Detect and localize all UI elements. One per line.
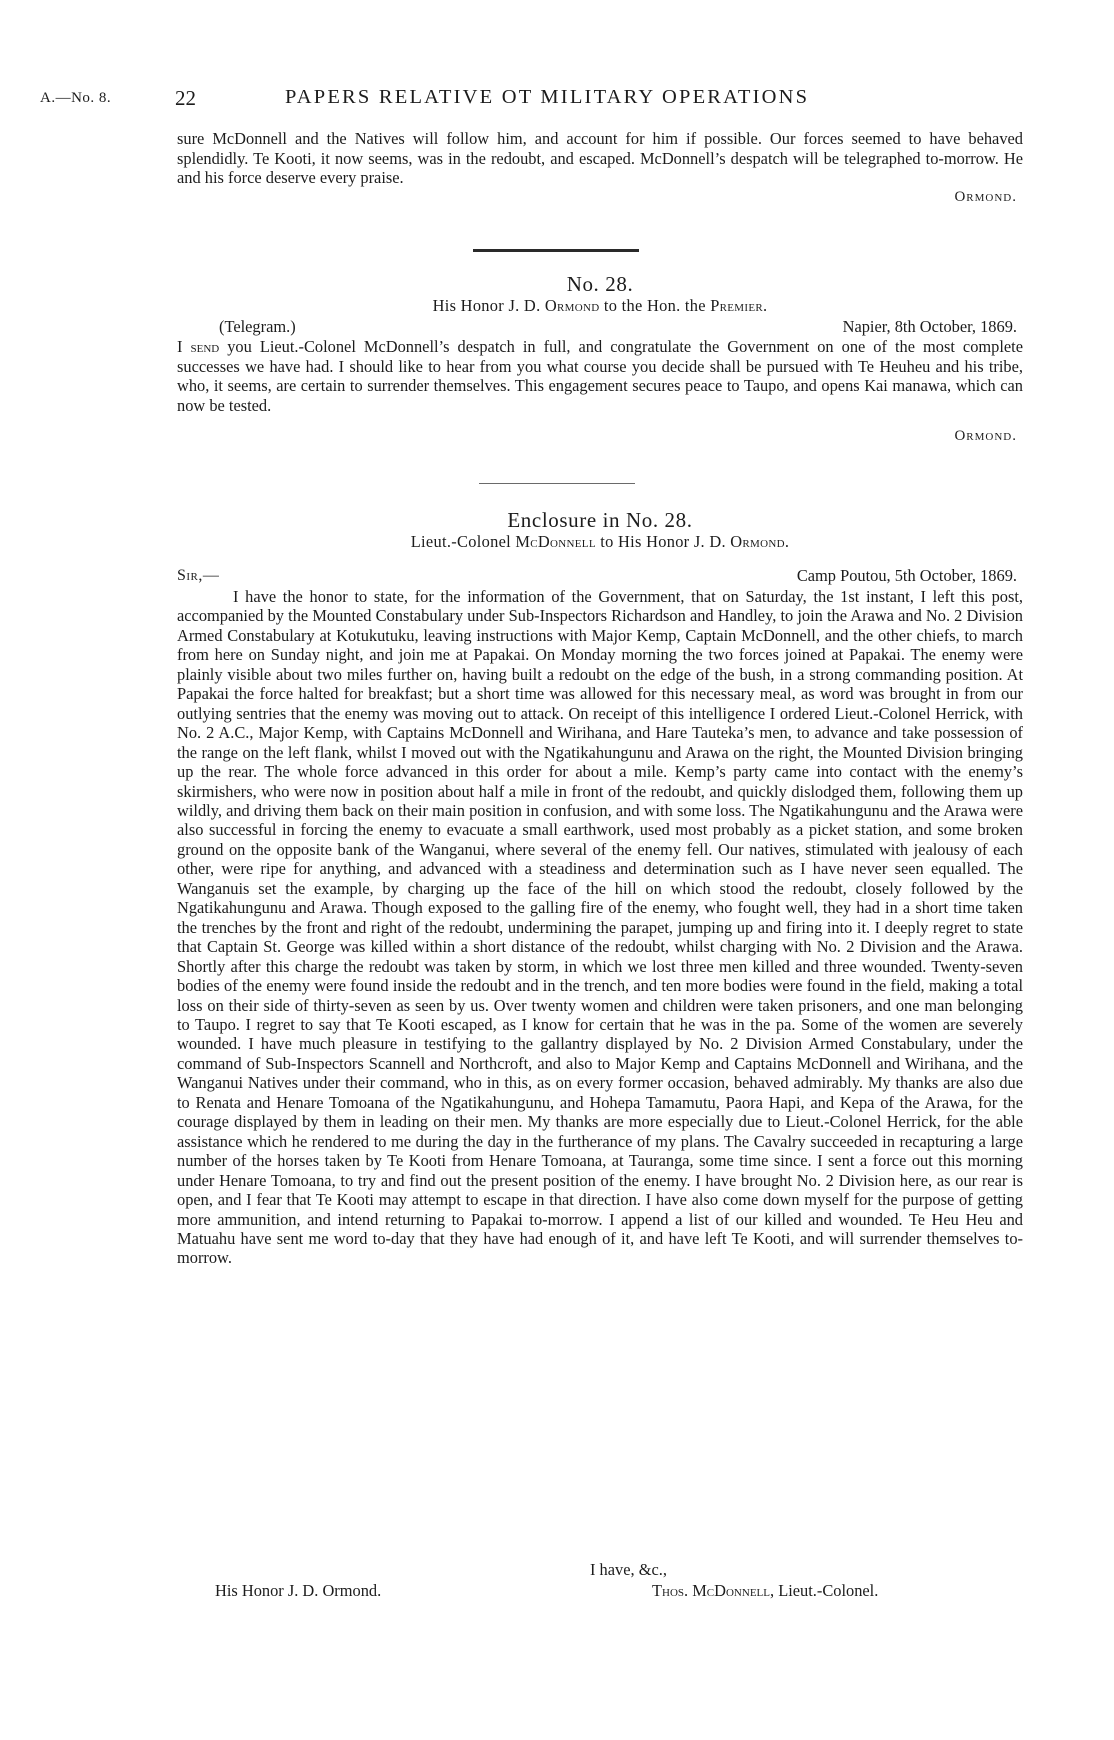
- no28-subtitle: His Honor J. D. Ormond to the Hon. the Premier.: [432, 296, 768, 315]
- document-reference: A.—No. 8.: [40, 90, 112, 106]
- no28-channel: (Telegram.): [219, 317, 296, 336]
- enclosure-salutation: Sir,—: [177, 567, 220, 584]
- enclosure-title: Enclosure in No. 28.: [507, 508, 693, 532]
- no28-body-block: [177, 337, 1023, 447]
- running-header: [40, 86, 1000, 116]
- no28-dateline: [177, 317, 1023, 337]
- continued-text-block: [177, 129, 1023, 207]
- enclosure-separator-rule: [479, 483, 635, 484]
- page-number: 22: [175, 86, 196, 110]
- enclosure-dateline: [177, 566, 1023, 586]
- enclosure-place-date: Camp Poutou, 5th October, 1869.: [796, 566, 1017, 585]
- continued-signature: Ormond.: [954, 188, 1017, 205]
- no28-place-date: Napier, 8th October, 1869.: [842, 317, 1017, 336]
- running-title: PAPERS RELATIVE OT MILITARY OPERATIONS: [285, 86, 810, 108]
- enclosure-closing: I have, &c.,: [590, 1560, 667, 1579]
- no28-body: I send you Lieut.-Colonel McDonnell’s despatch in full, and congratulate the Government on one of the most complete successes we have had. I should like to hear from you what course you decide shall be pursued with Te Heuheu and his tribe, who, it seems, are certain to surrender themselves. This engagement secures peace to Taupo, and opens Kai manawa, which can now be tested.: [177, 337, 1023, 415]
- no28-heading: [177, 272, 1023, 316]
- continued-paragraph: sure McDonnell and the Natives will follow him, and account for him if possible. Our forces seemed to have behaved splendidly. Te Kooti, it now seems, was in the redoubt, and escaped. McDonnell’s despatch will be telegraphed to-morrow. He and his force deserve every praise.: [177, 129, 1023, 188]
- enclosure-addressee: His Honor J. D. Ormond.: [215, 1581, 382, 1600]
- no28-signature: Ormond.: [954, 428, 1017, 445]
- enclosure-signer: Thos. McDonnell, Lieut.-Colonel.: [652, 1581, 879, 1600]
- enclosure-body-block: [177, 587, 1023, 1268]
- enclosure-heading: [177, 508, 1023, 552]
- no28-opening-word: I send: [177, 337, 220, 356]
- no28-number: No. 28.: [566, 272, 634, 296]
- enclosure-subtitle: Lieut.-Colonel McDonnell to His Honor J. D. Ormond.: [410, 532, 790, 551]
- enclosure-body: I have the honor to state, for the information of the Government, that on Saturday, the 1st instant, I left this post, accompanied by the Mounted Constabulary under Sub-Inspectors Richardson and Handley, to join the Arawa and No. 2 Division Armed Constabulary at Kotukutuku, leaving instructions with Major Kemp, Captain McDonnell, and the other chiefs, to march from here on Sunday night, and join me at Papakai. On Monday morning the two forces joined at Papakai. The enemy were plainly visible about two miles further on, having built a redoubt on the edge of the bush, in a strong commanding position. At Papakai the force halted for breakfast; but a short time was allowed for this necessary meal, as word was brought in from our outlying sentries that the enemy was moving out to attack. On receipt of this intelligence I ordered Lieut.-Colonel Herrick, with No. 2 A.C., Major Kemp, with Captains McDonnell and Wirihana, and Hare Tauteka’s men, to advance and take possession of the range on the left flank, whilst I moved out with the Ngatikahungunu and Arawa on the right, the Mounted Division bringing up the rear. The whole force advanced in this order for about a mile. Kemp’s party came into contact with the enemy’s skirmishers, who were now in position about half a mile in front of the redoubt, and quickly dislodged them, following them up wildly, and driving them back on their main position in confusion, and with some loss. The Ngatikahungunu and the Arawa were also successful in forcing the enemy to evacuate a small earthwork, used most probably as a picket station, and some broken ground on the opposite bank of the Wanganui, where several of the enemy fell. Our natives, stimulated with jealousy of each other, were ripe for anything, and advanced with a steadiness and determination such as I have never seen equalled. The Wanganuis set the example, by charging up the face of the hill on which stood the redoubt, closely followed by the Ngatikahungunu and Arawa. Though exposed to the galling fire of the enemy, who fought well, they had in a short time taken the trenches by the front and right of the redoubt, undermining the parapet, jumping up and firing into it. I deeply regret to state that Captain St. George was killed within a short distance of the redoubt, whilst charging with No. 2 Division and the Arawa. Shortly after this charge the redoubt was taken by storm, in which we lost three men killed and three wounded. Twenty-seven bodies of the enemy were found inside the redoubt and in the trench, and ten more bodies were found in the field, making a total loss on their side of thirty-seven as seen by us. Over twenty women and children were taken prisoners, and one man belonging to Taupo. I regret to say that Te Kooti escaped, as I know for certain that he was in the pa. Some of the women are severely wounded. I have much pleasure in testifying to the gallantry displayed by No. 2 Division Armed Constabulary, under the command of Sub-Inspectors Scannell and Northcroft, and also to Major Kemp and Captains McDonnell and Wirihana, and the Wanganui Natives under their command, who in this, as on every former occasion, behaved admirably. My thanks are also due to Renata and Henare Tomoana of the Ngatikahungunu, and Hohepa Tamamutu, Paora Hapi, and Kepa of the Arawa, for the courage displayed by them in leading on their men. My thanks are more especially due to Lieut.-Colonel Herrick, for the able assistance which he rendered to me during the day in the furtherance of my plans. The Cavalry succeeded in recapturing a large number of the horses taken by Te Kooti from Henare Tomoana, at Tauranga, some time since. I sent a force out this morning under Henare Tomoana, to try and find out the present position of the enemy. I have brought No. 2 Division here, as our rear is open, and I fear that Te Kooti may attempt to escape in that direction. I have also come down myself for the purpose of getting more ammunition, and intend returning to Papakai to-morrow. I append a list of our killed and wounded. Te Heu Heu and Matuahu have sent me word to-day that they have had enough of it, and have left Te Kooti, and will surrender themselves to-morrow.: [177, 587, 1023, 1268]
- section-separator-rule: [473, 249, 639, 252]
